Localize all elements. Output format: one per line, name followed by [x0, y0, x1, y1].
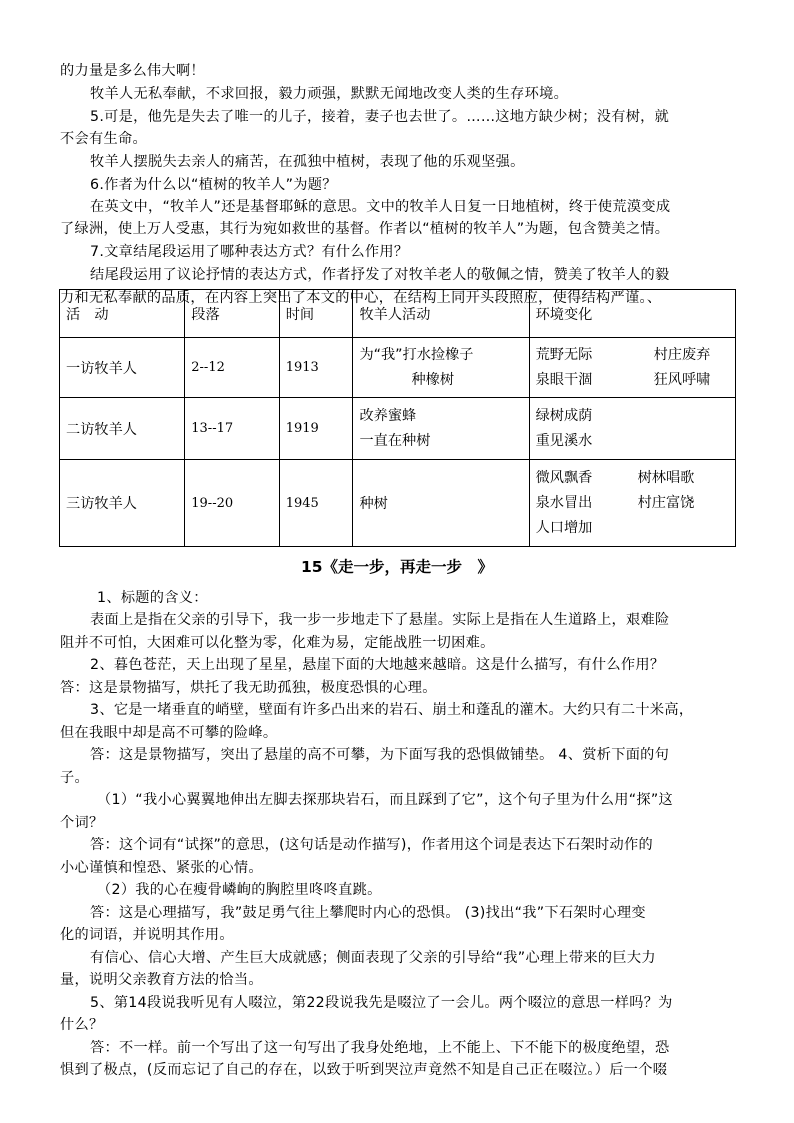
env-item: 泉水冒出 — [535, 494, 593, 511]
table-header-row — [60, 290, 736, 338]
text-line: 5.可是，他先是失去了唯一的儿子，接着，妻子也去世了。……这地方缺少树；没有树，就 — [90, 109, 670, 125]
text-line: 不会有生命。 — [60, 131, 147, 147]
text-line: 答：这个词有“试探”的意思，(这句话是动作描写)，作者用这个词是表达下石架时动作的 — [90, 837, 654, 853]
env-item: 重见溪水 — [535, 432, 593, 449]
question-6: 6.作者为什么以“植树的牧羊人”为题？ — [90, 177, 337, 193]
text-line: 惧到了极点，(反而忘记了自己的存在，以致于听到哭泣声竟然不知是自己正在啜泣。）后一个啜 — [60, 1062, 668, 1078]
text-line: 子。 — [60, 770, 89, 786]
cell-shepherd — [353, 398, 529, 460]
env-item: 村庄富饶 — [637, 494, 695, 511]
cell-activity: 三访牧羊人 — [60, 460, 185, 547]
header-activity: 活 动 — [60, 290, 185, 338]
visit-table — [59, 289, 736, 547]
table-row — [60, 460, 736, 547]
text-line: （2）我的心在瘦骨嶙峋的胸腔里咚咚直跳。 — [97, 882, 382, 898]
shepherd-line: 种橡树 — [411, 371, 455, 388]
env-item: 村庄废弃 — [653, 346, 711, 363]
cell-year: 1919 — [279, 398, 353, 460]
question-7: 7.文章结尾段运用了哪种表达方式？有什么作用？ — [90, 244, 409, 260]
text-line: 结尾段运用了议论抒情的表达方式，作者抒发了对牧羊老人的敬佩之情，赞美了牧羊人的毅 — [90, 267, 670, 283]
cell-year: 1913 — [279, 338, 353, 398]
env-item: 泉眼干涸 — [535, 371, 593, 388]
env-item: 荒野无际 — [535, 346, 593, 363]
text-line: 但在我眼中却是高不可攀的险峰。 — [60, 725, 278, 741]
table-row — [60, 338, 736, 398]
cell-shepherd — [353, 338, 529, 398]
text-line: 在英文中，“牧羊人”还是基督耶稣的意思。文中的牧羊人日复一日地植树，终于使荒漠变成 — [90, 199, 671, 215]
header-shepherd-activity: 牧羊人活动 — [353, 290, 529, 338]
text-line: 答：这是景物描写，烘托了我无助孤独，极度恐惧的心理。 — [60, 680, 437, 696]
table-row — [60, 398, 736, 460]
cell-environment — [529, 460, 735, 547]
text-line: 力和无私奉献的品质，在内容上突出了本文的中心，在结构上同开头段照应，使得结构严谨。、 — [60, 290, 662, 306]
text-line: 个词？ — [60, 815, 104, 831]
cell-year: 1945 — [279, 460, 353, 547]
shepherd-line: 为“我”打水捡橡子 — [359, 346, 474, 363]
env-item: 绿树成荫 — [535, 407, 593, 424]
text-line: 1、标题的含义： — [97, 590, 208, 606]
header-paragraph: 段落 — [185, 290, 279, 338]
shepherd-line: 一直在种树 — [359, 432, 431, 449]
text-line: 量，说明父亲教育方法的恰当。 — [60, 972, 263, 988]
text-line: 3、它是一堵垂直的峭壁，壁面有许多凸出来的岩石、崩土和蓬乱的灌木。大约只有二十米高， — [90, 702, 694, 718]
text-line: 牧羊人无私奉献，不求回报，毅力顽强，默默无闻地改变人类的生存环境。 — [90, 86, 569, 102]
text-line: 牧羊人摆脱失去亲人的痛苦，在孤独中植树，表现了他的乐观坚强。 — [90, 154, 525, 170]
text-line: 了绿洲，使上万人受惠，其行为宛如救世的基督。作者以“植树的牧羊人”为题，包含赞美之情。 — [60, 221, 670, 237]
section-title: 15《走一步，再走一步 》 — [300, 558, 494, 576]
text-line: 答：不一样。前一个写出了这一句写出了我身处绝地，上不能上、下不能下的极度绝望，恐 — [90, 1040, 670, 1056]
text-line: 小心谨慎和惶恐、紧张的心情。 — [60, 860, 263, 876]
cell-environment — [529, 398, 735, 460]
env-item: 树林唱歌 — [637, 469, 695, 486]
text-line: 表面上是指在父亲的引导下，我一步一步地走下了悬崖。实际上是指在人生道路上，艰难险 — [90, 612, 670, 628]
text-line: 化的词语，并说明其作用。 — [60, 927, 234, 943]
text-line: 阻并不可怕，大困难可以化整为零，化难为易，定能战胜一切困难。 — [60, 635, 495, 651]
text-line: 答：这是心理描写，我”鼓足勇气往上攀爬时内心的恐惧。 (3)找出“我”下石架时心理变 — [90, 905, 646, 921]
shepherd-line: 改养蜜蜂 — [359, 407, 417, 424]
text-line: 答：这是景物描写，突出了悬崖的高不可攀，为下面写我的恐惧做铺垫。 4、赏析下面的句 — [90, 747, 670, 763]
cell-paragraph: 2--12 — [185, 338, 279, 398]
text-line: （1）“我小心翼翼地伸出左脚去探那块岩石，而且踩到了它”，这个句子里为什么用“探”这 — [97, 792, 673, 808]
cell-shepherd: 种树 — [353, 460, 529, 547]
text-line: 的力量是多么伟大啊！ — [60, 63, 205, 79]
env-item: 微风飘香 — [535, 469, 593, 486]
header-time: 时间 — [279, 290, 353, 338]
text-line: 什么？ — [60, 1017, 104, 1033]
cell-environment — [529, 338, 735, 398]
env-item: 狂风呼啸 — [653, 371, 711, 388]
env-item: 人口增加 — [535, 519, 593, 536]
text-line: 2、暮色苍茫，天上出现了星星，悬崖下面的大地越来越暗。这是什么描写，有什么作用？ — [90, 657, 665, 673]
text-line: 5、第14段说我听见有人啜泣，第22段说我先是啜泣了一会儿。两个啜泣的意思一样吗？为 — [90, 995, 673, 1011]
cell-activity: 一访牧羊人 — [60, 338, 185, 398]
text-line: 有信心、信心大增、产生巨大成就感；侧面表现了父亲的引导给“我”心理上带来的巨大力 — [90, 950, 656, 966]
cell-paragraph: 13--17 — [185, 398, 279, 460]
cell-activity: 二访牧羊人 — [60, 398, 185, 460]
header-environment-change: 环境变化 — [529, 290, 735, 338]
cell-paragraph: 19--20 — [185, 460, 279, 547]
